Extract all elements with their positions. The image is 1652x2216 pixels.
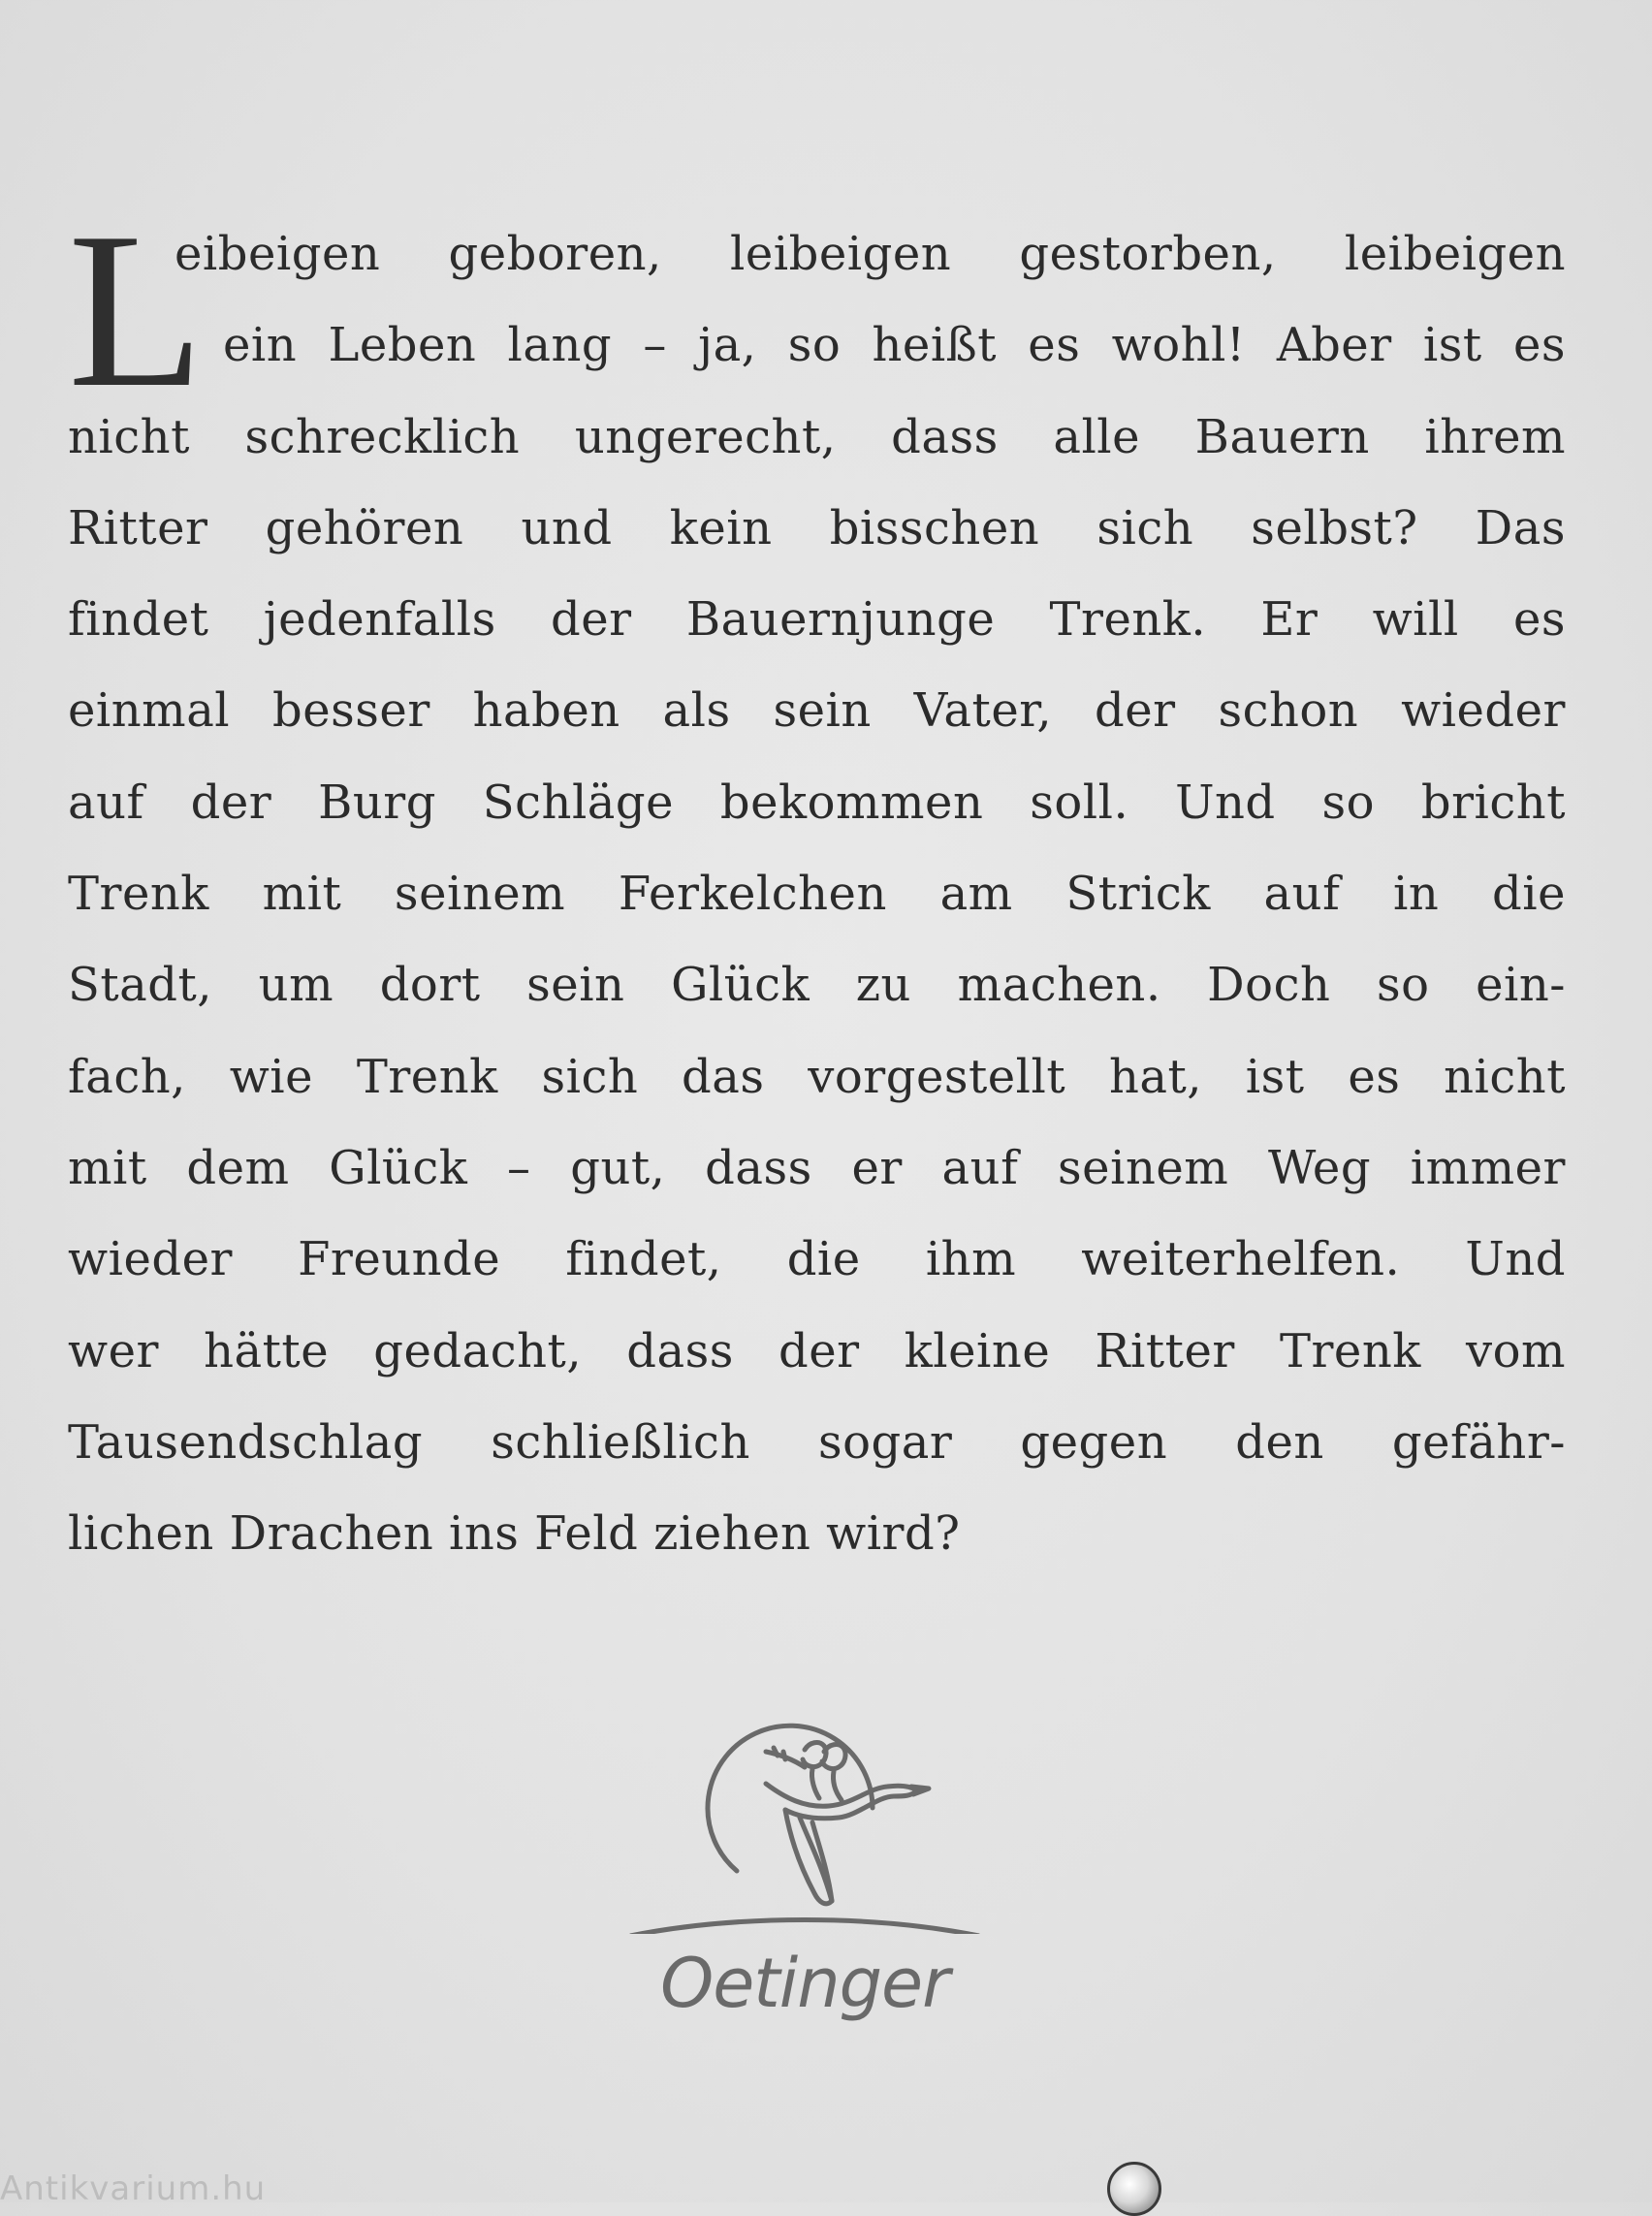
drop-cap: L bbox=[68, 186, 205, 433]
blurb-line: einmal besser haben als sein Vater, der schon wieder bbox=[68, 683, 1566, 739]
blurb-line: Stadt, um dort sein Glück zu machen. Doch so ein- bbox=[68, 958, 1566, 1013]
blurb-line: eibeigen geboren, leibeigen gestorben, leibeigen bbox=[175, 227, 1566, 281]
blurb-line: fach, wie Trenk sich das vorgestellt hat, ist es nicht bbox=[68, 1049, 1566, 1104]
pin-icon bbox=[1107, 2162, 1161, 2216]
bird-with-two-riders-icon bbox=[620, 1682, 989, 1934]
blurb-line: Trenk mit seinem Ferkelchen am Strick auf in die bbox=[68, 867, 1566, 922]
blurb-line: nicht schrecklich ungerecht, dass alle Bauern ihrem bbox=[68, 409, 1566, 464]
blurb-line: Ritter gehören und kein bisschen sich selbst? Das bbox=[68, 500, 1566, 555]
blurb-line: wer hätte gedacht, dass der kleine Ritter Trenk vom bbox=[68, 1323, 1566, 1378]
blurb-line: Tausendschlag schließlich sogar gegen den gefähr- bbox=[68, 1414, 1566, 1470]
blurb-line: ein Leben lang – ja, so heißt es wohl! Aber ist es bbox=[223, 318, 1566, 373]
blurb-text bbox=[68, 186, 1566, 1579]
blurb-line: findet jedenfalls der Bauernjunge Trenk. Er will es bbox=[68, 592, 1566, 648]
blurb-line: mit dem Glück – gut, dass er auf seinem Weg immer bbox=[68, 1140, 1566, 1195]
blurb-line: lichen Drachen ins Feld ziehen wird? bbox=[68, 1506, 961, 1562]
blurb-line: auf der Burg Schläge bekommen soll. Und so bricht bbox=[68, 775, 1566, 830]
publisher-name: Oetinger bbox=[660, 1944, 949, 2023]
watermark: Antikvarium.hu bbox=[0, 2169, 267, 2208]
blurb-line: wieder Freunde findet, die ihm weiterhelfen. Und bbox=[68, 1232, 1566, 1287]
publisher-logo bbox=[620, 1682, 989, 2050]
